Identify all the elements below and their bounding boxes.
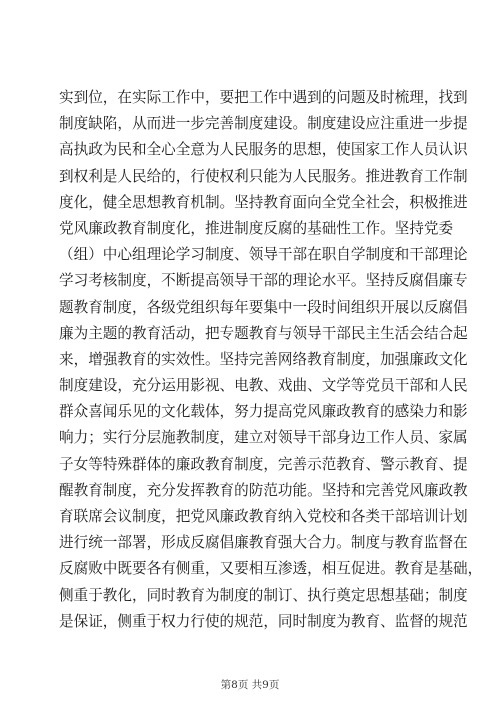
- body-text: [59, 85, 483, 635]
- text-line: 来，增强教育的实效性。坚持完善网络教育制度，加强廉政文化: [59, 350, 468, 368]
- text-line: 到权利是人民给的，行使权利只能为人民服务。推进教育工作制: [59, 167, 468, 185]
- text-line: 群众喜闻乐见的文化载体，努力提高党风廉政教育的感染力和影: [59, 403, 468, 421]
- text-line: 制度缺陷，从而进一步完善制度建设。制度建设应注重进一步提: [59, 115, 468, 133]
- page-number-footer: 第8页 共9页: [220, 679, 280, 691]
- text-line: 是保证，侧重于权力行使的规范，同时制度为教育、监督的规范: [59, 612, 468, 630]
- text-line: 度化，健全思想教育机制。坚持教育面向全党全社会，积极推进: [59, 193, 468, 211]
- text-line: 子女等特殊群体的廉政教育制度，完善示范教育、警示教育、提: [59, 455, 468, 473]
- text-line: 制度建设，充分运用影视、电教、戏曲、文学等党员干部和人民: [59, 377, 468, 395]
- text-line: 进行统一部署，形成反腐倡廉教育强大合力。制度与教育监督在: [59, 534, 468, 552]
- text-line: 党风廉政教育制度化，推进制度反腐的基础性工作。坚持党委: [59, 219, 454, 237]
- text-line: 反腐败中既要各有侧重，又要相互渗透，相互促进。教育是基础，: [59, 560, 483, 578]
- text-line: 题教育制度，各级党组织每年要集中一段时间组织开展以反腐倡: [59, 298, 468, 316]
- text-line: 育联席会议制度，把党风廉政教育纳入党校和各类干部培训计划: [59, 508, 468, 525]
- text-line: 实到位，在实际工作中，要把工作中遇到的问题及时梳理，找到: [59, 89, 468, 106]
- text-line: 响力；实行分层施教制度，建立对领导干部身边工作人员、家属: [59, 429, 468, 447]
- text-line: 醒教育制度，充分发挥教育的防范功能。坚持和完善党风廉政教: [59, 481, 468, 499]
- text-line: 侧重于教化，同时教育为制度的制订、执行奠定思想基础；制度: [59, 586, 468, 604]
- text-line: 廉为主题的教育活动，把专题教育与领导干部民主生活会结合起: [59, 324, 468, 342]
- text-line: 学习考核制度，不断提高领导干部的理论水平。坚持反腐倡廉专: [59, 272, 468, 290]
- text-line: （组）中心组理论学习制度、领导干部在职自学制度和干部理论: [59, 246, 468, 264]
- text-line: 高执政为民和全心全意为人民服务的思想，使国家工作人员认识: [59, 141, 468, 159]
